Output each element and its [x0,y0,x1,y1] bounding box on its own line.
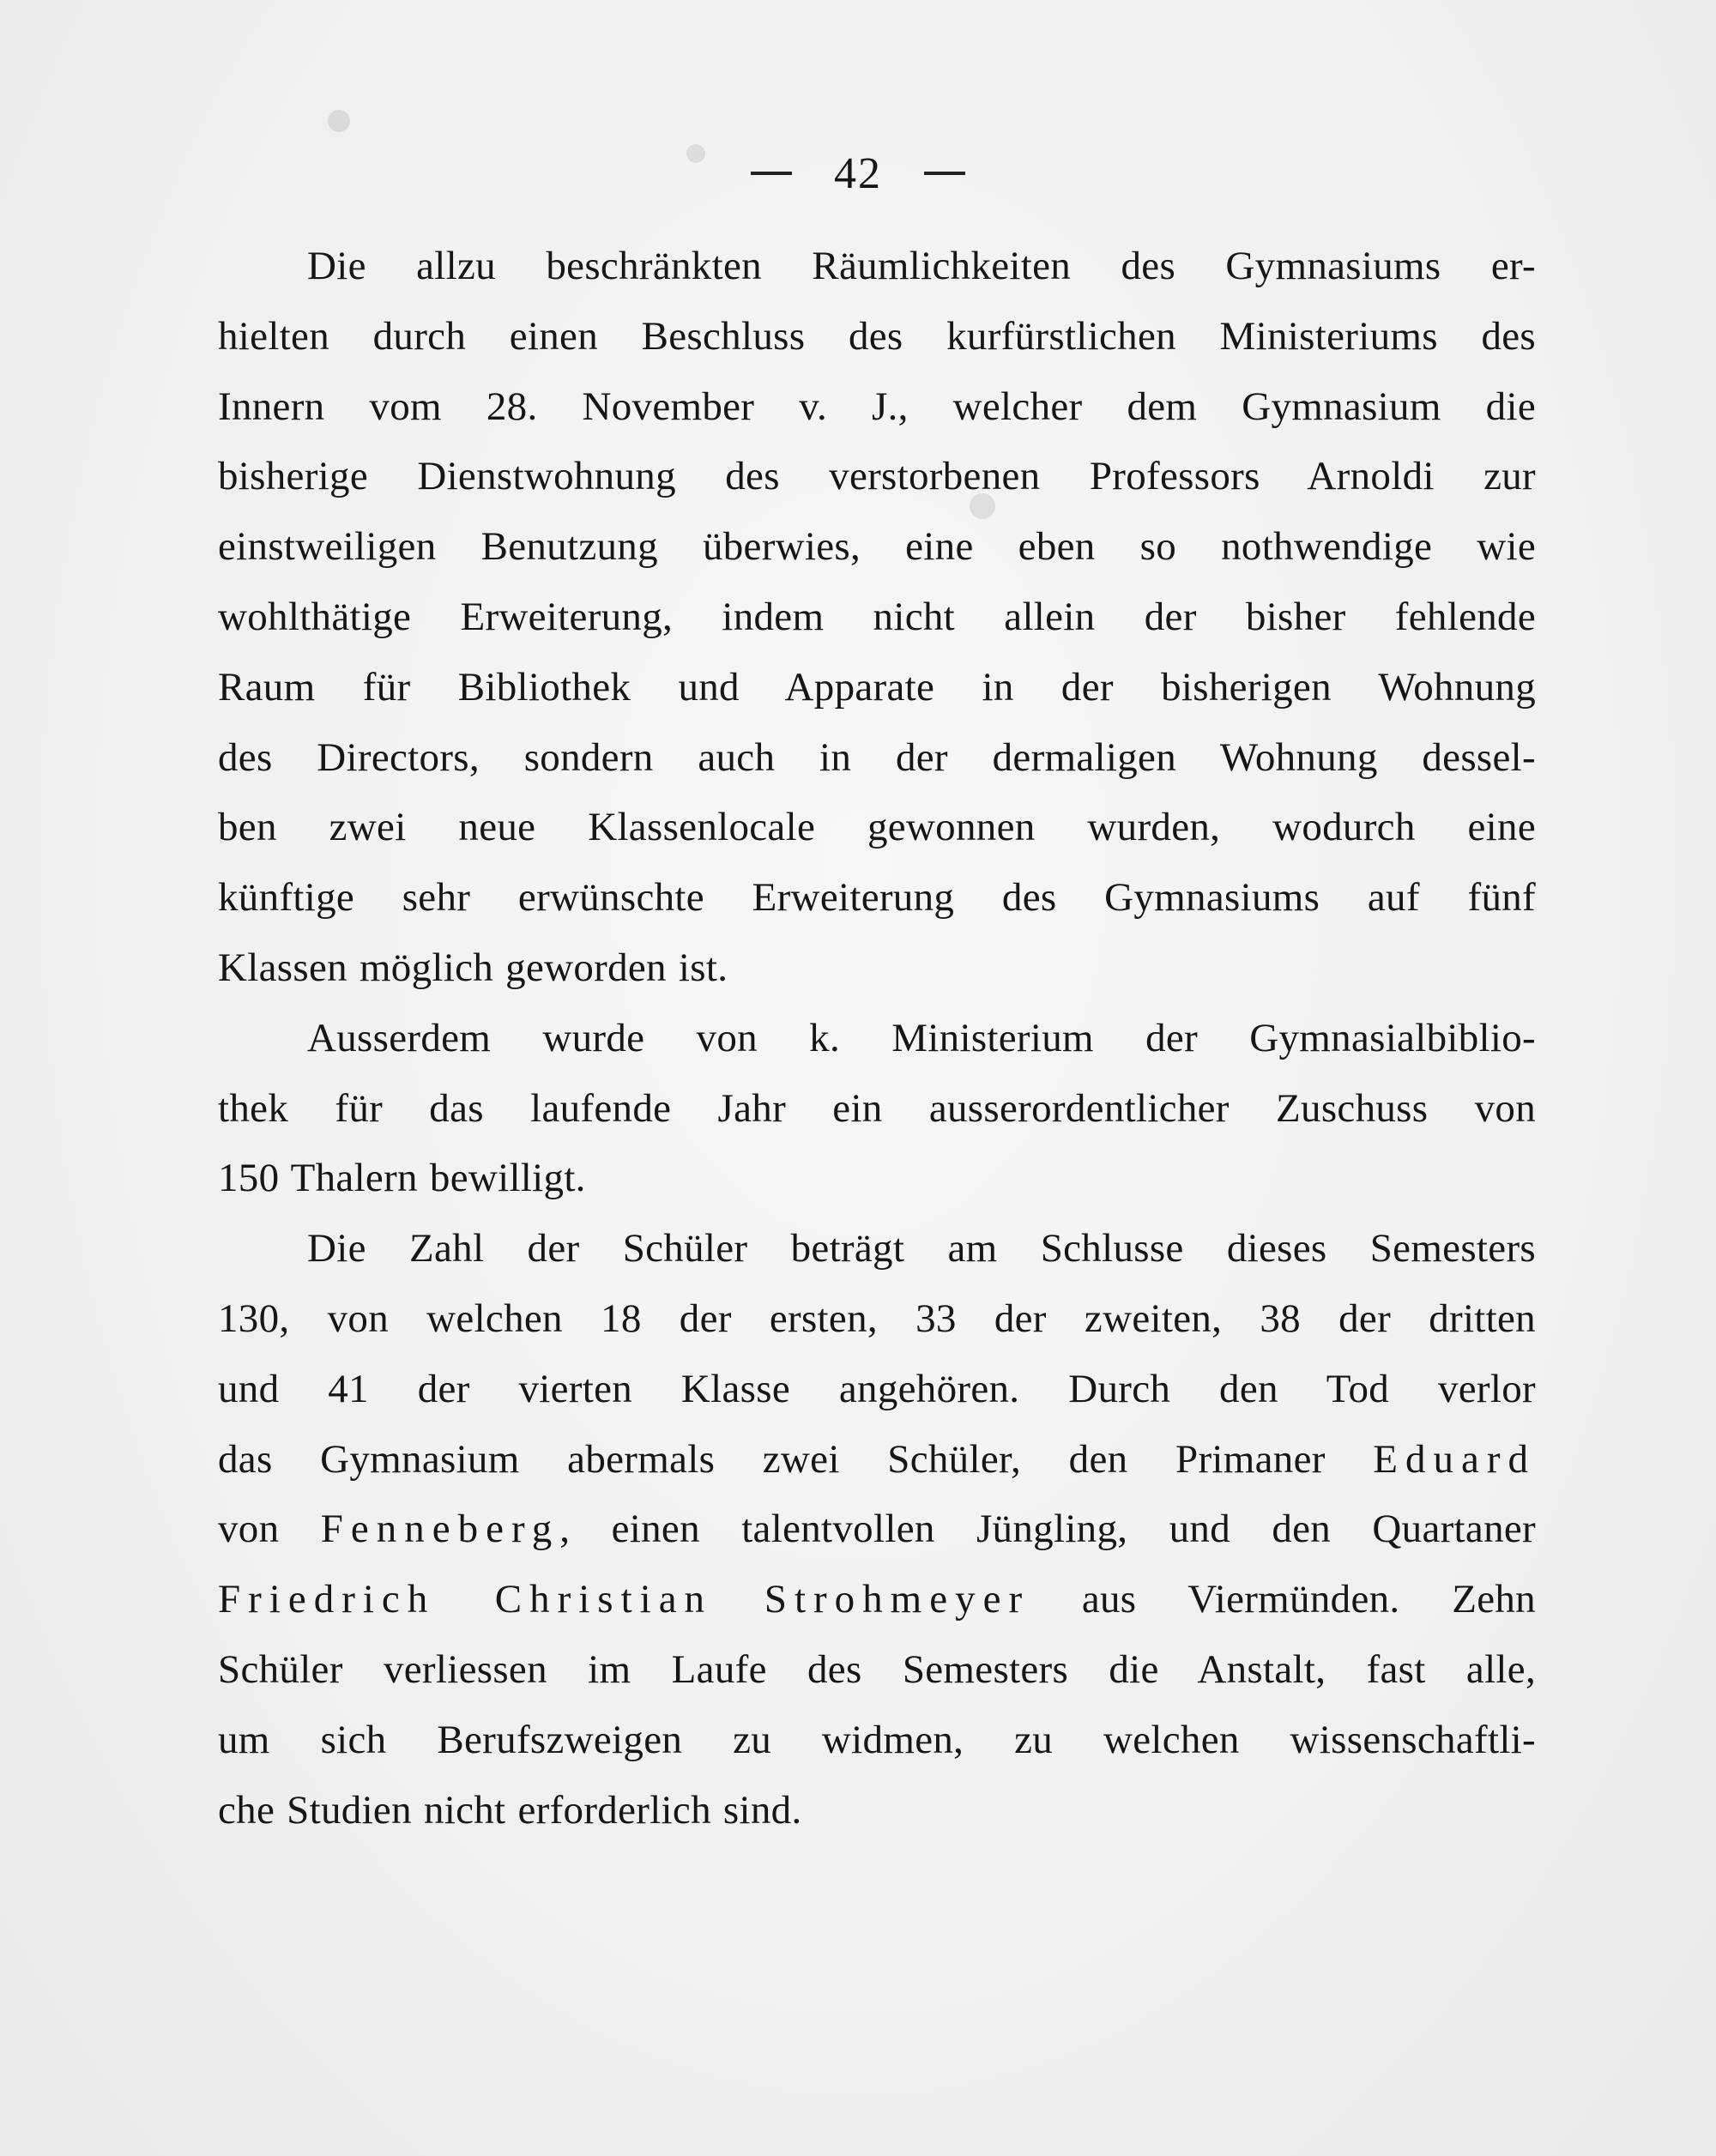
page-header [0,144,1716,199]
text-line: hielten durch einen Beschluss des kurfürstlichen Ministeriums des [218,313,1536,359]
text-line: einstweiligen Benutzung überwies, eine eben so nothwendige wie [218,524,1536,570]
header-right-dash [924,172,965,175]
paragraph-2 [218,1004,1536,1214]
text-line: Innern vom 28. November v. J., welcher dem Gymnasium die [218,383,1536,429]
text-line: künftige sehr erwünschte Erweiterung des Gymnasiums auf fünf [218,875,1536,921]
text-line-with-name [218,1565,1536,1635]
text-line: che Studien nicht erforderlich sind. [218,1787,802,1833]
pupil-name: Friedrich Christian [218,1577,713,1622]
text-line-with-name [218,1425,1536,1495]
text-line: Die Zahl der Schüler beträgt am Schlusse dieses Semesters [307,1226,1536,1271]
body-text [218,232,1536,1845]
text-fragment: das Gymnasium abermals zwei Schüler, den Primaner [218,1436,1326,1482]
pupil-name: Strohmeyer [764,1577,1030,1622]
paper-speck [328,110,350,132]
text-line: Klassen möglich geworden ist. [218,945,728,990]
pupil-name: Fenneberg [320,1507,560,1552]
text-line: Raum für Bibliothek und Apparate in der bisherigen Wohnung [218,664,1536,710]
pupil-name: Eduard [1373,1436,1536,1482]
text-line-with-name [218,1495,1536,1565]
text-line: ben zwei neue Klassenlocale gewonnen wurden, wodurch eine [218,805,1536,850]
text-line: bisherige Dienstwohnung des verstorbenen Professors Arnoldi zur [218,454,1536,499]
text-line: um sich Berufszweigen zu widmen, zu welchen wissenschaftli- [218,1717,1536,1762]
text-line: Ausserdem wurde von k. Ministerium der Gymnasialbiblio- [307,1015,1536,1060]
text-fragment: aus Viermünden. Zehn [1081,1577,1536,1622]
text-line: Schüler verliessen im Laufe des Semesters die Anstalt, fast alle, [218,1646,1536,1692]
text-line: thek für das laufende Jahr ein ausserordentlicher Zuschuss von [218,1085,1536,1131]
text-line: Die allzu beschränkten Räumlichkeiten des Gymnasiums er- [307,244,1536,288]
text-fragment: , einen talentvollen Jüngling, und den Quartaner [559,1507,1536,1552]
text-line: und 41 der vierten Klasse angehören. Durch den Tod verlor [218,1366,1536,1411]
text-line: 150 Thalern bewilligt. [218,1156,586,1201]
paragraph-1 [218,232,1536,1004]
text-line: 130, von welchen 18 der ersten, 33 der zweiten, 38 der dritten [218,1295,1536,1341]
page-number: 42 [834,148,882,198]
paragraph-3 [218,1214,1536,1845]
text-fragment: von [218,1507,280,1552]
header-left-dash [751,172,792,175]
text-line: des Directors, sondern auch in der dermaligen Wohnung dessel- [218,734,1536,780]
text-line: wohlthätige Erweiterung, indem nicht allein der bisher fehlende [218,594,1536,639]
